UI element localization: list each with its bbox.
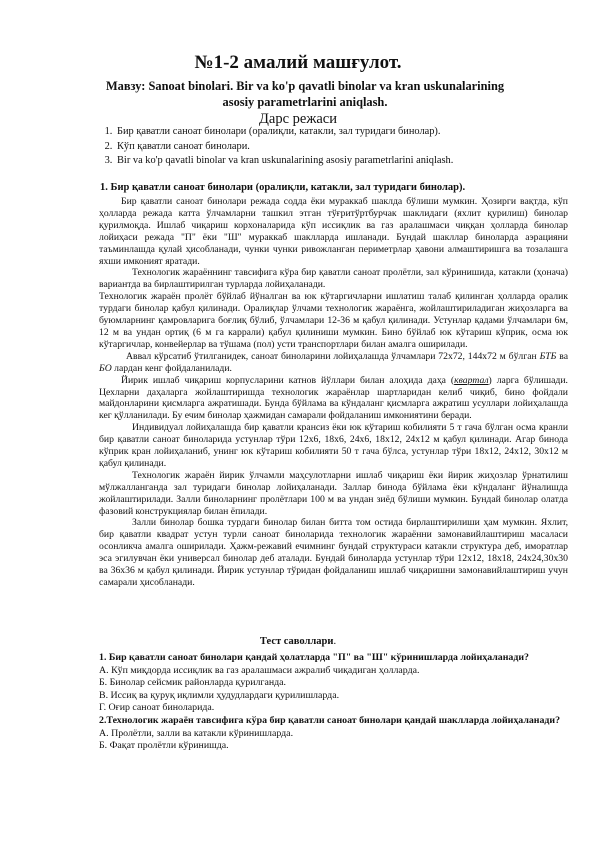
test-answer: А. Пролётли, залли ва катакли кўринишларда. [99,727,294,739]
tests-list [99,652,568,753]
paragraph [99,351,568,375]
text-run: Йирик ишлаб чиқариш корпусларини катнов йўллари билан алоҳида даҳа ( [121,374,455,386]
text-run: ) ларга бўлишади. Цехларни даҳаларга жойлаштиришда технологик жараёнлар шартларидан келиб чиқиб, бино фойдали майдонларини қисмларга ажратишади. Бунда бўйлама ва кўндаланг қисмларга ажратиш усуллари лойиҳалашда кег қўлланилади. Бу ечим бинолар ҳажмидан самарали фойдаланиш имкониятини беради. [99,374,568,422]
test-answer: Г. Оғир саноат биноларида. [99,702,215,714]
lesson-plan-heading: Дарс режаси [259,111,337,127]
paragraph: Бир қаватли саноат бинолари режада содда ёки мураккаб шаклда бўлиши мумкин. Ҳозирги вақтда, кўп ҳолларда режада катта ўлчамларни ташкил этган тўғритўртбурчак шаклидаги (яхлит қурилиш) бинолар қурилмоқда. Ишлаб чиқариш корхоналарида кўп иссиқлик ва газ аралашмаси чиққан ҳолларда бинолар лойиҳаси режада "П" ёки "Ш" мураккаб шаклларда ишланади. Бундай шакллар биноларда аэрацияни таъминлашда қулай ҳисобланади, чунки чунки ривожланган периметрлар ҳавони алмаштиришга ва тозалашга яхши имконият яратади. [99,196,568,267]
paragraph: Технологик жараён пролёт бўйлаб йўналган ва юк кўтаргичларни ишлатиш талаб қилинган ҳолларда оралик турдаги бинолар қабул қилинади. Оралиқлар ўлчами технологик жараёнга, жойлаштириладиган жиҳозларга ва буюмларнинг қамровларига боғлиқ бўлиб, ўлчамлари 12-36 м қабул қилинади. Устунлар қадами ўлчамлари 6м, 12 м ва ундан ортиқ (6 м га каррали) қабул қилиниши мумкин. Бино бўйлаб юк кўтариш кўприк, осма юк кўтаргичлар, конвейерлар ва тўшама (пол) усти транспортлари билан амалга оширилади. [99,291,568,350]
paragraph [99,375,568,423]
section-body [99,196,568,589]
topic-subtitle: Мавзу: Sanoat binolari. Bir va ko'p qavatli binolar va kran uskunalarining asosiy parametrlarini aniqlash. [105,79,505,109]
abbr-btb: БТБ [539,350,557,362]
paragraph: Технологик жараён йирик ўлчамли маҳсулотларни ишлаб чиқариш ёки йирик жиҳозлар ўрнатилиш мўлжалланганда зал туридаги бинолар лойиҳаланади. Заллар бинода бўйлама ёки кўндаланг йўналишда жойлаштирилади. Залли биноларнинг пролётлари 100 м ва ундан зиёд бўлиши мумкин. Бундай бинолар олатда фазовий конструкциялар билан ёпилади. [99,469,568,517]
text-run: ва [556,350,568,362]
test-question: 1. Бир қаватли саноат бинолари қандай ҳолатларда "П" ва "Ш" кўринишларда лойиҳаланади? [99,652,529,663]
lesson-plan-list [98,125,585,169]
plan-item: 3. Bir va ko'p qavatli binolar va kran uskunalarining asosiy parametrlarini aniqlash. [115,154,585,169]
text-run: Аввал кўрсатиб ўтилганидек, саноат биноларини лойиҳалашда ўлчамлари 72x72, 144x72 м бўлган [126,350,540,362]
plan-item: 2. Кўп қаватли саноат бинолари. [115,140,585,155]
paragraph: Технологик жараённинг тавсифига кўра бир қаватли саноат пролётли, зал кўринишида, катакли (ҳонача) вариантда ва бирлаштирилган турларда лойиҳаланади. [99,267,568,291]
page-title: №1-2 амалий машғулот. [194,52,402,73]
test-answer: А. Кўп миқдорда иссиқлик ва газ аралашмаси ажралиб чиқадиган ҳолларда. [99,664,420,676]
plan-item: 1. Бир қаватли саноат бинолари (оралиқли, катакли, зал туридаги бинолар). [115,125,585,140]
test-question: 2.Технологик жараён тавсифига кўра бир қаватли саноат бинолари қандай шаклларда лойиҳаланади? [99,714,561,726]
test-answer: Б. Фақат пролётли кўринишда. [99,740,229,752]
section-heading: 1. Бир қаватли саноат бинолари (оралиқли, катакли, зал туридаги бинолар). [100,182,466,193]
test-answer: Б. Бинолар сейсмик районларда қурилганда. [99,677,287,689]
tests-title-suffix: . [333,636,337,647]
paragraph: Индивидуал лойиҳалашда бир қаватли крансиз ёки юк кўтариш кобилияти 5 т гача бўлган осма кранли бир қаватли саноат биноларида устунлар тўри 12x6, 18x6, 24x6, 18x12, 24x12 м қабул қилинади. Агар бинода кўприк кран лойиҳаланиб, унинг юк кўтариш кобилияти 50 т гача бўлса, устунлар тўри 18x12, 24x12, 30x12 м қабул қилинади. [99,422,568,469]
paragraph: Залли бинолар бошка турдаги бинолар билан битта том остида бирлаштирилиши ҳам мумкин. Яхлит, бир қаватли квадрат устун турли саноат биноларида технологик жараённи замонавийлаштириш масаласи осонликча амалга оширилади. Ҳажм-режавий ечимнинг бундай структураси катакли структура деб, иморатлар эса эгилувчан ёки универсал бинолар деб аталади. Бундай биноларда устунлар тўри 12x12, 18x18, 24x24,30x30 ва 36x36 м қабул қилинади. Йирик устунлар тўридан фойдаланиш ишлаб чиқаришни замонавийлаштириш учун самарали ҳисобланади. [99,517,568,588]
tests-title: Тест саволлари [259,636,334,647]
text-run: лардан кенг фойдаланилади. [111,362,232,374]
test-answer: В. Иссиқ ва қуруқ иқлимли ҳудудлардаги қурилишларда. [99,689,340,701]
kvartal-term: квартал [454,374,489,386]
tests-heading [0,636,596,647]
abbr-bo: БО [99,362,112,374]
